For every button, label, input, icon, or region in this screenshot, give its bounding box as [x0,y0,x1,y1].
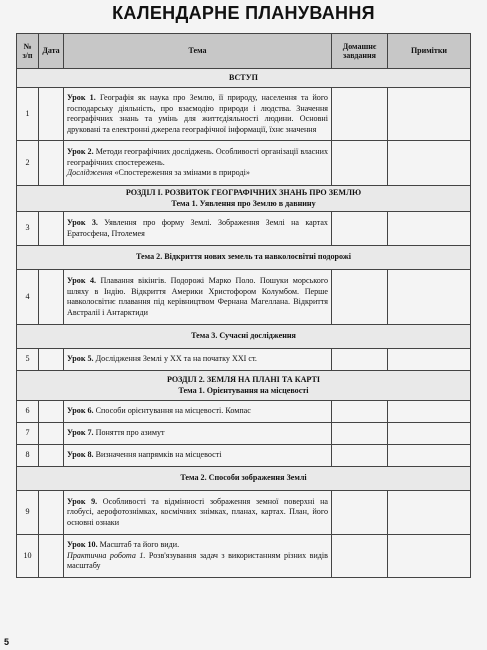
notes-cell [388,88,471,141]
notes-cell [388,401,471,423]
lesson-cell [64,535,332,578]
table-row [17,423,471,445]
date-cell [39,141,64,186]
notes-cell [388,423,471,445]
page-number: 5 [4,637,10,647]
topic-heading: Тема 1. Уявлення про Землю в давнину [171,198,316,208]
column-header-num: № з/п [17,34,39,69]
row-number: 2 [17,141,39,186]
lesson-label: Урок 8. [67,450,94,460]
row-number: 7 [17,423,39,445]
table-row [17,212,471,246]
homework-cell [332,535,388,578]
notes-cell [388,141,471,186]
table-row [17,349,471,371]
row-number: 8 [17,445,39,467]
practical-work-text: Розв'язування задач з використанням різних видів масштабу [67,550,328,571]
row-number: 10 [17,535,39,578]
date-cell [39,423,64,445]
lesson-label: Урок 4. [67,276,97,285]
notes-cell [388,270,471,325]
lesson-cell [64,423,332,445]
section-title: ВСТУП [17,69,471,88]
lesson-text: Методи географічних досліджень. Особливості організації власних географічних спостережень. [67,147,328,167]
lesson-text: Особливості та відмінності зображення земної поверхні на глобусі, аерофотознімках, космічних знімках, планах, картах. План, його основні ознаки [67,496,328,527]
lesson-label: Урок 7. [67,428,94,438]
date-cell [39,401,64,423]
section-title: Тема 2. Способи зображення Землі [17,467,471,491]
table-row [17,535,471,578]
section-title [17,186,471,212]
lesson-text: Плавання вікінгів. Подорожі Марко Поло. Пошуки морського шляху в Індію. Відкриття Америки Христофором Колумбом. Перше навколосвітнє плавання під керівництвом Фернана Магеллана. Відкриття Австралії і Антарктиди [67,276,328,317]
topic-heading: Тема 1. Орієнтування на місцевості [178,385,309,395]
date-cell [39,349,64,371]
column-header-topic: Тема [64,34,332,69]
lesson-cell [64,401,332,423]
homework-cell [332,423,388,445]
table-row [17,270,471,325]
row-number: 1 [17,88,39,141]
section-title: Тема 3. Сучасні дослідження [17,325,471,349]
practical-work-label: Практична робота 1. [67,550,146,560]
section-title: Тема 2. Відкриття нових земель та навколосвітні подорожі [17,246,471,270]
lesson-label: Урок 6. [67,406,94,416]
lesson-cell [64,141,332,186]
lesson-cell [64,445,332,467]
section-heading: РОЗДІЛ І. РОЗВИТОК ГЕОГРАФІЧНИХ ЗНАНЬ ПРО ЗЕМЛЮ [125,188,362,197]
lesson-text: Масштаб та його види. [97,540,180,550]
column-header-homework: Домашнє завдання [332,34,388,69]
lesson-cell [64,491,332,535]
table-header-row [17,34,471,69]
homework-cell [332,270,388,325]
row-number: 9 [17,491,39,535]
lesson-cell [64,88,332,141]
section-title [17,371,471,401]
lesson-text: Уявлення про форму Землі. Зображення Землі на картах Ератосфена, Птолемея [67,218,328,238]
row-number: 3 [17,212,39,246]
date-cell [39,212,64,246]
lesson-text: Дослідження Землі у XX та на початку XXI ст. [93,354,257,364]
table-row [17,445,471,467]
lesson-cell [64,270,332,325]
row-number: 5 [17,349,39,371]
notes-cell [388,445,471,467]
section-row [17,186,471,212]
homework-cell [332,212,388,246]
notes-cell [388,535,471,578]
section-heading: РОЗДІЛ 2. ЗЕМЛЯ НА ПЛАНІ ТА КАРТІ [166,375,321,384]
date-cell [39,445,64,467]
lesson-cell [64,349,332,371]
research-text: «Спостереження за змінами в природі» [112,168,250,178]
page-title: КАЛЕНДАРНЕ ПЛАНУВАННЯ [112,3,375,23]
column-header-date: Дата [39,34,64,69]
date-cell [39,88,64,141]
table-row [17,401,471,423]
section-row [17,467,471,491]
notes-cell [388,491,471,535]
research-label: Дослідження [67,168,113,178]
homework-cell [332,445,388,467]
calendar-plan-table [16,33,471,578]
lesson-label: Урок 5. [67,354,94,364]
lesson-text: Способи орієнтування на місцевості. Компас [93,406,251,416]
section-row [17,371,471,401]
lesson-text: Поняття про азимут [93,428,165,438]
table-row [17,141,471,186]
section-row [17,246,471,270]
lesson-label: Урок 10. [67,540,98,550]
lesson-text: Визначення напрямків на місцевості [93,450,222,460]
homework-cell [332,491,388,535]
homework-cell [332,349,388,371]
date-cell [39,491,64,535]
table-row [17,491,471,535]
lesson-label: Урок 2. [67,147,94,157]
row-number: 4 [17,270,39,325]
lesson-label: Урок 1. [67,93,96,102]
notes-cell [388,349,471,371]
row-number: 6 [17,401,39,423]
date-cell [39,535,64,578]
column-header-notes: Примітки [388,34,471,69]
lesson-text: Географія як наука про Землю, її природу, населення та його господарську діяльність, про взаємодію природи і людства. Значення географічних знань та умінь для життєдіяльності людини. Основні друковані та електронні джерела географічної інформації, їхнє значення [67,93,328,134]
lesson-cell [64,212,332,246]
date-cell [39,270,64,325]
section-row [17,69,471,88]
notes-cell [388,212,471,246]
lesson-label: Урок 3. [67,218,98,227]
table-row [17,88,471,141]
lesson-label: Урок 9. [67,496,98,506]
homework-cell [332,141,388,186]
section-row [17,325,471,349]
homework-cell [332,401,388,423]
homework-cell [332,88,388,141]
